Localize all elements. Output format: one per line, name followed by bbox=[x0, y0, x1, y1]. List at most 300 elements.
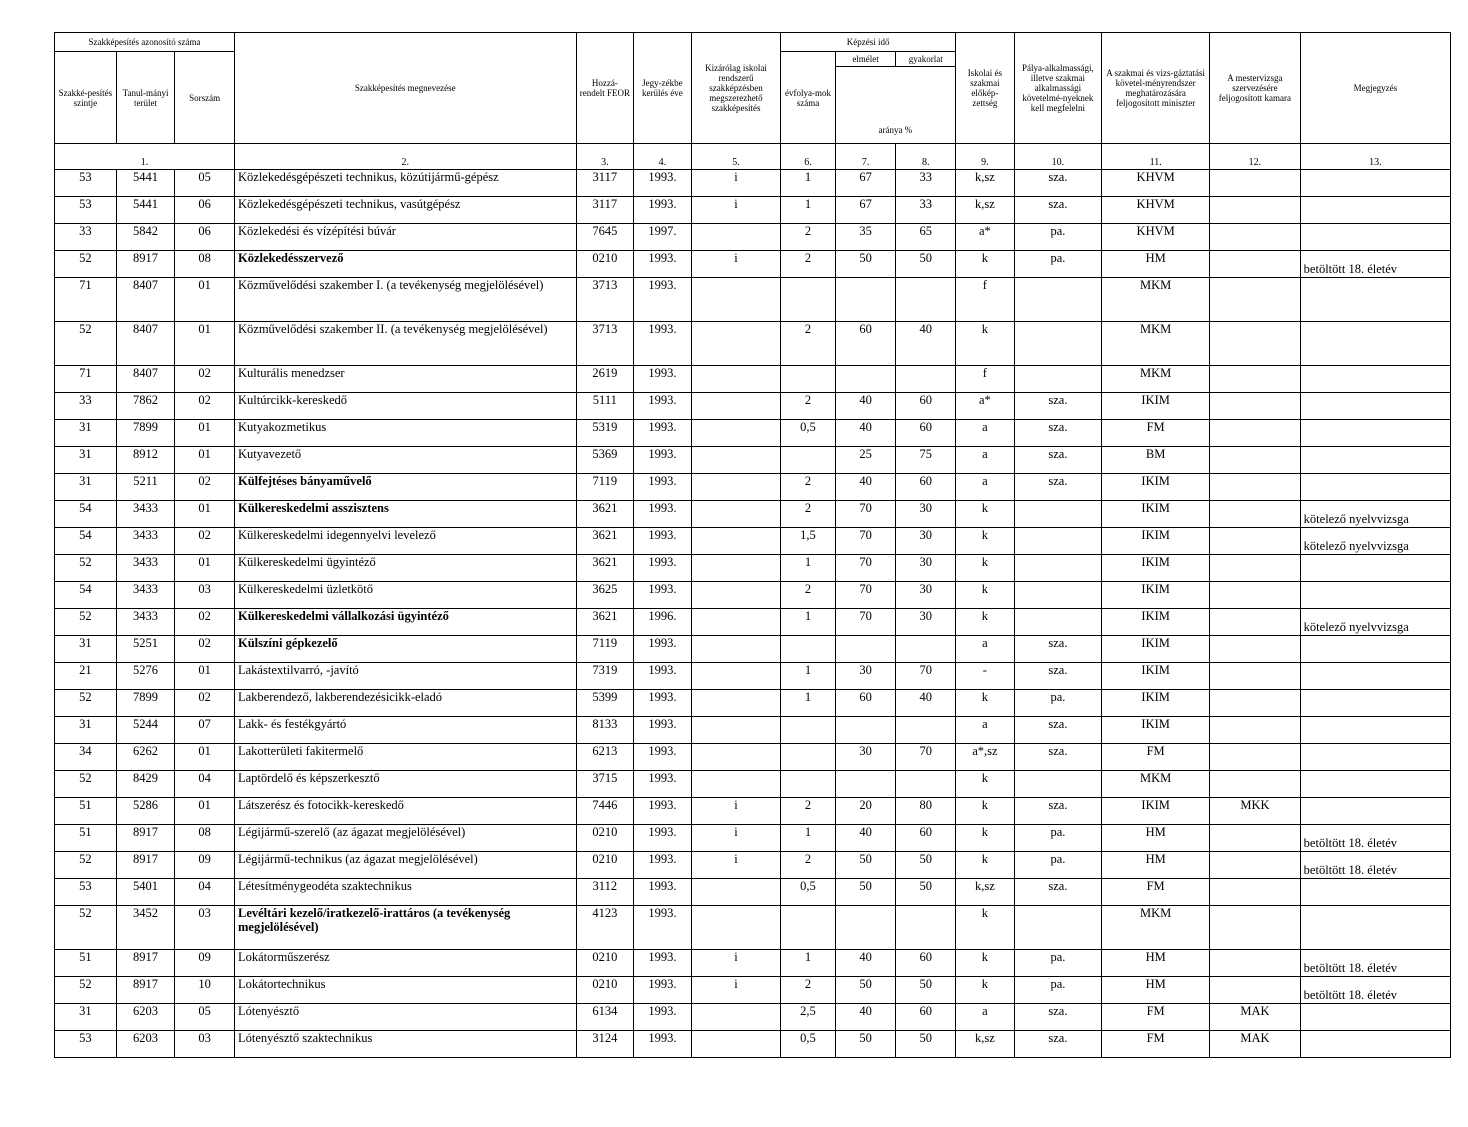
cell-area: 5286 bbox=[116, 798, 175, 825]
cell-area: 3452 bbox=[116, 906, 175, 950]
cell-area: 8917 bbox=[116, 852, 175, 879]
cell-years: 2 bbox=[781, 977, 836, 1004]
cell-fitness bbox=[1014, 528, 1101, 555]
cell-fitness: sza. bbox=[1014, 744, 1101, 771]
cell-remark: kötelező nyelvvizsga bbox=[1300, 609, 1450, 636]
cell-practice: 50 bbox=[896, 251, 956, 278]
cell-theory: 50 bbox=[835, 852, 896, 879]
cell-prereq: a bbox=[956, 1004, 1015, 1031]
cell-fitness bbox=[1014, 609, 1101, 636]
cell-serial: 01 bbox=[175, 447, 235, 474]
cell-feor: 5399 bbox=[576, 690, 634, 717]
cell-name: Lakberendező, lakberendezésicikk-eladó bbox=[235, 690, 577, 717]
cell-years: 2 bbox=[781, 224, 836, 251]
cell-minister: IKIM bbox=[1102, 690, 1210, 717]
cell-prereq: a* bbox=[956, 393, 1015, 420]
cell-chamber bbox=[1210, 278, 1301, 322]
cell-level: 34 bbox=[55, 744, 117, 771]
cell-school-only: i bbox=[691, 798, 780, 825]
cell-serial: 01 bbox=[175, 501, 235, 528]
cell-school-only: i bbox=[691, 977, 780, 1004]
column-number: 2. bbox=[235, 144, 577, 170]
cell-years: 1 bbox=[781, 197, 836, 224]
cell-area: 8917 bbox=[116, 977, 175, 1004]
header-school-only: Kizárólag iskolai rendszerű szakképzésben megszerezhető szakképesítés bbox=[691, 33, 780, 144]
cell-minister: HM bbox=[1102, 825, 1210, 852]
cell-years bbox=[781, 278, 836, 322]
cell-serial: 02 bbox=[175, 393, 235, 420]
cell-years: 1 bbox=[781, 663, 836, 690]
cell-fitness: sza. bbox=[1014, 197, 1101, 224]
cell-fitness: sza. bbox=[1014, 879, 1101, 906]
table-row bbox=[55, 170, 1451, 197]
cell-area: 3433 bbox=[116, 501, 175, 528]
cell-remark bbox=[1300, 1031, 1450, 1058]
cell-practice: 30 bbox=[896, 555, 956, 582]
cell-feor: 3715 bbox=[576, 771, 634, 798]
cell-years: 2 bbox=[781, 798, 836, 825]
cell-practice: 30 bbox=[896, 582, 956, 609]
cell-practice: 75 bbox=[896, 447, 956, 474]
cell-practice bbox=[896, 771, 956, 798]
cell-year: 1993. bbox=[634, 798, 692, 825]
cell-minister: IKIM bbox=[1102, 798, 1210, 825]
table-row bbox=[55, 528, 1451, 555]
cell-minister: KHVM bbox=[1102, 170, 1210, 197]
cell-school-only bbox=[691, 447, 780, 474]
cell-chamber bbox=[1210, 474, 1301, 501]
column-number: 6. bbox=[781, 144, 836, 170]
cell-remark bbox=[1300, 393, 1450, 420]
cell-theory bbox=[835, 636, 896, 663]
cell-theory: 40 bbox=[835, 393, 896, 420]
cell-school-only bbox=[691, 744, 780, 771]
cell-level: 54 bbox=[55, 528, 117, 555]
cell-remark bbox=[1300, 744, 1450, 771]
cell-years: 2 bbox=[781, 474, 836, 501]
cell-chamber bbox=[1210, 636, 1301, 663]
cell-practice bbox=[896, 717, 956, 744]
cell-remark: betöltött 18. életév bbox=[1300, 825, 1450, 852]
cell-feor: 5369 bbox=[576, 447, 634, 474]
cell-theory: 25 bbox=[835, 447, 896, 474]
cell-remark bbox=[1300, 690, 1450, 717]
cell-level: 31 bbox=[55, 474, 117, 501]
cell-fitness bbox=[1014, 771, 1101, 798]
cell-minister: KHVM bbox=[1102, 224, 1210, 251]
cell-level: 53 bbox=[55, 170, 117, 197]
cell-prereq: a bbox=[956, 474, 1015, 501]
cell-level: 31 bbox=[55, 447, 117, 474]
cell-year: 1993. bbox=[634, 879, 692, 906]
cell-year: 1993. bbox=[634, 636, 692, 663]
cell-remark bbox=[1300, 447, 1450, 474]
cell-chamber: MAK bbox=[1210, 1004, 1301, 1031]
cell-area: 3433 bbox=[116, 582, 175, 609]
cell-year: 1993. bbox=[634, 852, 692, 879]
cell-theory: 70 bbox=[835, 528, 896, 555]
cell-practice bbox=[896, 366, 956, 393]
cell-school-only bbox=[691, 609, 780, 636]
cell-serial: 01 bbox=[175, 278, 235, 322]
cell-area: 5276 bbox=[116, 663, 175, 690]
cell-level: 51 bbox=[55, 825, 117, 852]
header-years: évfolya-mok száma bbox=[781, 52, 836, 144]
cell-years: 1 bbox=[781, 690, 836, 717]
cell-area: 6262 bbox=[116, 744, 175, 771]
cell-area: 5441 bbox=[116, 197, 175, 224]
cell-serial: 08 bbox=[175, 825, 235, 852]
cell-prereq: k bbox=[956, 852, 1015, 879]
cell-school-only bbox=[691, 366, 780, 393]
cell-feor: 3621 bbox=[576, 609, 634, 636]
cell-name: Lakotterületi fakitermelő bbox=[235, 744, 577, 771]
cell-fitness: sza. bbox=[1014, 170, 1101, 197]
cell-year: 1993. bbox=[634, 366, 692, 393]
cell-practice: 50 bbox=[896, 1031, 956, 1058]
cell-fitness: sza. bbox=[1014, 1004, 1101, 1031]
cell-name: Lótenyésztő bbox=[235, 1004, 577, 1031]
cell-school-only bbox=[691, 393, 780, 420]
cell-name: Közlekedési és vízépítési búvár bbox=[235, 224, 577, 251]
cell-area: 7899 bbox=[116, 420, 175, 447]
cell-serial: 02 bbox=[175, 366, 235, 393]
cell-remark bbox=[1300, 906, 1450, 950]
cell-prereq: f bbox=[956, 278, 1015, 322]
cell-school-only bbox=[691, 501, 780, 528]
table-row bbox=[55, 879, 1451, 906]
cell-prereq: k bbox=[956, 950, 1015, 977]
cell-area: 8917 bbox=[116, 825, 175, 852]
cell-minister: IKIM bbox=[1102, 636, 1210, 663]
cell-prereq: a*,sz bbox=[956, 744, 1015, 771]
cell-minister: KHVM bbox=[1102, 197, 1210, 224]
cell-years bbox=[781, 636, 836, 663]
cell-feor: 3713 bbox=[576, 322, 634, 366]
cell-serial: 06 bbox=[175, 197, 235, 224]
cell-name: Kutyavezető bbox=[235, 447, 577, 474]
cell-school-only bbox=[691, 582, 780, 609]
cell-feor: 0210 bbox=[576, 977, 634, 1004]
cell-level: 52 bbox=[55, 609, 117, 636]
cell-prereq: k bbox=[956, 977, 1015, 1004]
cell-prereq: k,sz bbox=[956, 1031, 1015, 1058]
cell-level: 71 bbox=[55, 278, 117, 322]
cell-theory: 50 bbox=[835, 977, 896, 1004]
cell-fitness: sza. bbox=[1014, 663, 1101, 690]
cell-prereq: k bbox=[956, 906, 1015, 950]
cell-years: 2 bbox=[781, 582, 836, 609]
cell-name: Közlekedésgépészeti technikus, közútijármű-gépész bbox=[235, 170, 577, 197]
cell-level: 52 bbox=[55, 906, 117, 950]
cell-year: 1993. bbox=[634, 690, 692, 717]
cell-theory bbox=[835, 771, 896, 798]
cell-name: Kultúrcikk-kereskedő bbox=[235, 393, 577, 420]
cell-prereq: a bbox=[956, 636, 1015, 663]
cell-years: 2 bbox=[781, 322, 836, 366]
cell-school-only bbox=[691, 690, 780, 717]
cell-years bbox=[781, 447, 836, 474]
cell-serial: 09 bbox=[175, 950, 235, 977]
column-number: 3. bbox=[576, 144, 634, 170]
cell-level: 31 bbox=[55, 420, 117, 447]
cell-level: 21 bbox=[55, 663, 117, 690]
cell-minister: IKIM bbox=[1102, 555, 1210, 582]
cell-prereq: k bbox=[956, 825, 1015, 852]
cell-minister: IKIM bbox=[1102, 582, 1210, 609]
cell-feor: 3117 bbox=[576, 197, 634, 224]
cell-name: Kulturális menedzser bbox=[235, 366, 577, 393]
cell-feor: 8133 bbox=[576, 717, 634, 744]
cell-practice bbox=[896, 278, 956, 322]
cell-theory bbox=[835, 278, 896, 322]
cell-serial: 02 bbox=[175, 474, 235, 501]
cell-years: 0,5 bbox=[781, 420, 836, 447]
cell-theory: 70 bbox=[835, 555, 896, 582]
cell-name: Külkereskedelmi ügyintéző bbox=[235, 555, 577, 582]
cell-level: 52 bbox=[55, 852, 117, 879]
table-row bbox=[55, 197, 1451, 224]
cell-feor: 3621 bbox=[576, 501, 634, 528]
cell-remark bbox=[1300, 582, 1450, 609]
cell-chamber bbox=[1210, 555, 1301, 582]
cell-theory bbox=[835, 366, 896, 393]
cell-practice: 40 bbox=[896, 322, 956, 366]
cell-chamber bbox=[1210, 879, 1301, 906]
cell-serial: 01 bbox=[175, 798, 235, 825]
cell-prereq: k bbox=[956, 771, 1015, 798]
cell-year: 1993. bbox=[634, 474, 692, 501]
cell-chamber bbox=[1210, 744, 1301, 771]
cell-serial: 09 bbox=[175, 852, 235, 879]
cell-minister: IKIM bbox=[1102, 609, 1210, 636]
cell-prereq: k bbox=[956, 798, 1015, 825]
qualification-table bbox=[54, 32, 1451, 1058]
table-row bbox=[55, 278, 1451, 322]
table-row bbox=[55, 609, 1451, 636]
cell-name: Lokátorműszerész bbox=[235, 950, 577, 977]
cell-practice: 60 bbox=[896, 393, 956, 420]
cell-school-only bbox=[691, 528, 780, 555]
column-number: 7. bbox=[835, 144, 896, 170]
cell-name: Légijármű-szerelő (az ágazat megjelölésével) bbox=[235, 825, 577, 852]
cell-name: Közművelődési szakember I. (a tevékenység megjelölésével) bbox=[235, 278, 577, 322]
cell-chamber bbox=[1210, 825, 1301, 852]
cell-chamber bbox=[1210, 170, 1301, 197]
cell-serial: 08 bbox=[175, 251, 235, 278]
cell-prereq: a* bbox=[956, 224, 1015, 251]
cell-remark bbox=[1300, 798, 1450, 825]
cell-theory: 40 bbox=[835, 950, 896, 977]
table-row bbox=[55, 852, 1451, 879]
cell-fitness: sza. bbox=[1014, 1031, 1101, 1058]
cell-school-only bbox=[691, 636, 780, 663]
table-row bbox=[55, 251, 1451, 278]
cell-practice bbox=[896, 636, 956, 663]
column-number: 10. bbox=[1014, 144, 1101, 170]
cell-minister: FM bbox=[1102, 1031, 1210, 1058]
cell-prereq: k,sz bbox=[956, 170, 1015, 197]
cell-name: Levéltári kezelő/iratkezelő-irattáros (a tevékenység megjelölésével) bbox=[235, 906, 577, 950]
cell-years: 1,5 bbox=[781, 528, 836, 555]
cell-chamber bbox=[1210, 771, 1301, 798]
cell-chamber bbox=[1210, 251, 1301, 278]
cell-area: 3433 bbox=[116, 528, 175, 555]
cell-fitness: pa. bbox=[1014, 825, 1101, 852]
cell-area: 8407 bbox=[116, 322, 175, 366]
cell-years bbox=[781, 906, 836, 950]
column-number: 1. bbox=[55, 144, 235, 170]
cell-feor: 0210 bbox=[576, 251, 634, 278]
cell-chamber bbox=[1210, 420, 1301, 447]
cell-area: 8429 bbox=[116, 771, 175, 798]
cell-name: Lakk- és festékgyártó bbox=[235, 717, 577, 744]
cell-area: 8917 bbox=[116, 950, 175, 977]
cell-prereq: k bbox=[956, 555, 1015, 582]
cell-practice: 30 bbox=[896, 501, 956, 528]
cell-minister: HM bbox=[1102, 977, 1210, 1004]
cell-year: 1993. bbox=[634, 528, 692, 555]
cell-practice: 60 bbox=[896, 420, 956, 447]
cell-school-only bbox=[691, 663, 780, 690]
header-chamber: A mestervizsga szervezésére feljogosított kamara bbox=[1210, 33, 1301, 144]
cell-feor: 7645 bbox=[576, 224, 634, 251]
cell-years: 2 bbox=[781, 251, 836, 278]
cell-year: 1993. bbox=[634, 420, 692, 447]
cell-level: 52 bbox=[55, 771, 117, 798]
cell-name: Látszerész és fotocikk-kereskedő bbox=[235, 798, 577, 825]
cell-level: 53 bbox=[55, 197, 117, 224]
cell-practice: 60 bbox=[896, 1004, 956, 1031]
table-row bbox=[55, 474, 1451, 501]
cell-minister: IKIM bbox=[1102, 501, 1210, 528]
cell-years bbox=[781, 744, 836, 771]
table-row bbox=[55, 663, 1451, 690]
cell-minister: IKIM bbox=[1102, 717, 1210, 744]
cell-practice: 50 bbox=[896, 977, 956, 1004]
header-training-group: Képzési idő bbox=[781, 33, 956, 52]
cell-name: Lakástextilvarró, -javító bbox=[235, 663, 577, 690]
table-row bbox=[55, 224, 1451, 251]
cell-school-only: i bbox=[691, 170, 780, 197]
table-row bbox=[55, 717, 1451, 744]
cell-practice: 60 bbox=[896, 950, 956, 977]
cell-area: 5211 bbox=[116, 474, 175, 501]
cell-year: 1993. bbox=[634, 582, 692, 609]
cell-serial: 03 bbox=[175, 582, 235, 609]
cell-area: 5401 bbox=[116, 879, 175, 906]
cell-fitness: sza. bbox=[1014, 447, 1101, 474]
cell-area: 5842 bbox=[116, 224, 175, 251]
cell-school-only: i bbox=[691, 251, 780, 278]
cell-prereq: - bbox=[956, 663, 1015, 690]
cell-chamber bbox=[1210, 950, 1301, 977]
cell-name: Lótenyésztő szaktechnikus bbox=[235, 1031, 577, 1058]
cell-name: Külkereskedelmi idegennyelvi levelező bbox=[235, 528, 577, 555]
cell-prereq: a bbox=[956, 447, 1015, 474]
column-number: 12. bbox=[1210, 144, 1301, 170]
cell-practice: 33 bbox=[896, 197, 956, 224]
table-body bbox=[55, 170, 1451, 1058]
cell-area: 6203 bbox=[116, 1031, 175, 1058]
cell-minister: FM bbox=[1102, 744, 1210, 771]
cell-year: 1993. bbox=[634, 251, 692, 278]
cell-feor: 3124 bbox=[576, 1031, 634, 1058]
cell-feor: 7446 bbox=[576, 798, 634, 825]
cell-remark bbox=[1300, 474, 1450, 501]
cell-remark: betöltött 18. életév bbox=[1300, 977, 1450, 1004]
header-remark: Megjegyzés bbox=[1300, 33, 1450, 144]
cell-school-only bbox=[691, 906, 780, 950]
cell-years bbox=[781, 771, 836, 798]
header-feor: Hozzá-rendelt FEOR bbox=[576, 33, 634, 144]
cell-prereq: k bbox=[956, 528, 1015, 555]
cell-remark bbox=[1300, 197, 1450, 224]
cell-years: 1 bbox=[781, 170, 836, 197]
cell-school-only bbox=[691, 555, 780, 582]
header-minister: A szakmai és vizs-gáztatási követel-ményrendszer meghatározására feljogosított miniszter bbox=[1102, 33, 1210, 144]
header-level: Szakké-pesítés szintje bbox=[55, 52, 117, 144]
cell-year: 1993. bbox=[634, 447, 692, 474]
cell-prereq: k bbox=[956, 251, 1015, 278]
cell-fitness bbox=[1014, 322, 1101, 366]
cell-year: 1997. bbox=[634, 224, 692, 251]
cell-chamber bbox=[1210, 528, 1301, 555]
cell-level: 51 bbox=[55, 950, 117, 977]
table-row bbox=[55, 977, 1451, 1004]
cell-theory: 30 bbox=[835, 744, 896, 771]
cell-theory: 70 bbox=[835, 609, 896, 636]
cell-minister: FM bbox=[1102, 420, 1210, 447]
cell-chamber bbox=[1210, 582, 1301, 609]
cell-minister: FM bbox=[1102, 879, 1210, 906]
table-row bbox=[55, 322, 1451, 366]
cell-serial: 01 bbox=[175, 744, 235, 771]
cell-chamber bbox=[1210, 609, 1301, 636]
cell-year: 1993. bbox=[634, 906, 692, 950]
cell-school-only: i bbox=[691, 825, 780, 852]
cell-years: 0,5 bbox=[781, 879, 836, 906]
table-row bbox=[55, 582, 1451, 609]
cell-minister: IKIM bbox=[1102, 393, 1210, 420]
cell-area: 8407 bbox=[116, 278, 175, 322]
table-row bbox=[55, 690, 1451, 717]
cell-school-only bbox=[691, 1004, 780, 1031]
cell-theory: 67 bbox=[835, 197, 896, 224]
cell-level: 51 bbox=[55, 798, 117, 825]
cell-prereq: k bbox=[956, 322, 1015, 366]
cell-feor: 7119 bbox=[576, 636, 634, 663]
cell-level: 54 bbox=[55, 582, 117, 609]
cell-school-only bbox=[691, 224, 780, 251]
cell-serial: 01 bbox=[175, 420, 235, 447]
cell-minister: IKIM bbox=[1102, 663, 1210, 690]
cell-practice: 65 bbox=[896, 224, 956, 251]
cell-feor: 3117 bbox=[576, 170, 634, 197]
cell-fitness: pa. bbox=[1014, 852, 1101, 879]
cell-fitness bbox=[1014, 501, 1101, 528]
cell-area: 7862 bbox=[116, 393, 175, 420]
cell-years: 2 bbox=[781, 393, 836, 420]
cell-school-only bbox=[691, 879, 780, 906]
header-serial: Sorszám bbox=[175, 52, 235, 144]
column-number: 5. bbox=[691, 144, 780, 170]
cell-school-only: i bbox=[691, 852, 780, 879]
cell-serial: 01 bbox=[175, 322, 235, 366]
cell-remark: betöltött 18. életév bbox=[1300, 950, 1450, 977]
cell-fitness: pa. bbox=[1014, 977, 1101, 1004]
cell-prereq: a bbox=[956, 717, 1015, 744]
